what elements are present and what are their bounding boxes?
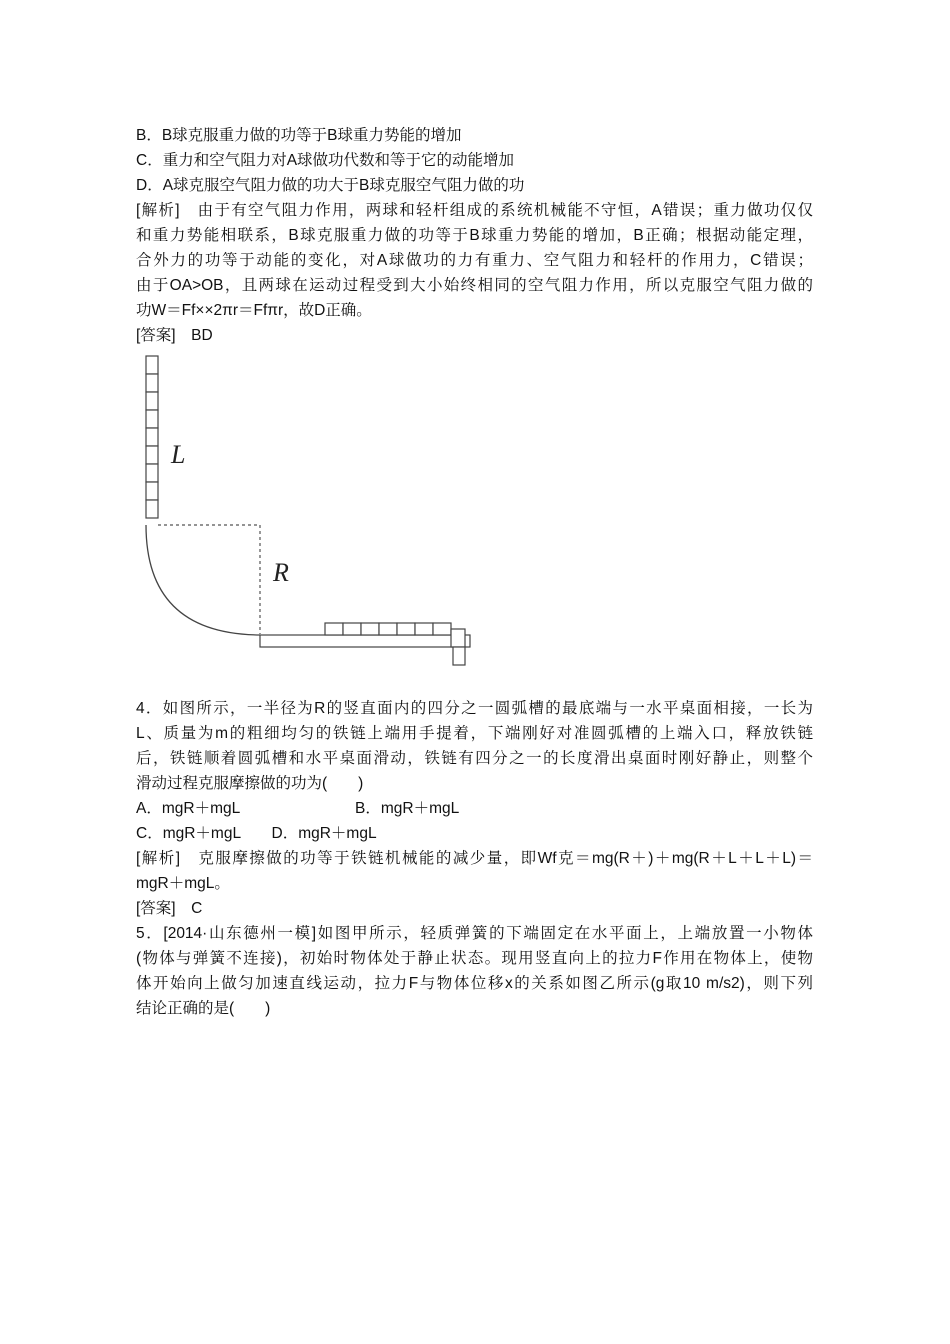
length-label: L [171,440,186,469]
question-4-line-2: L、质量为m的粗细均匀的铁链上端用手提着，下端刚好对准圆弧槽的上端入口，释放铁链 [136,725,813,742]
analysis-line-1: [解析] 由于有空气阻力作用，两球和轻杆组成的系统机械能不守恒，A错误；重力做功仅仅 [136,202,813,219]
chain-arc-figure [120,350,490,670]
question-5-line-2: (物体与弹簧不连接)，初始时物体处于静止状态。现用竖直向上的拉力F作用在物体上，使物 [136,950,813,967]
option-b: B．B球克服重力做的功等于B球重力势能的增加 [136,127,462,144]
question-4-line-4: 滑动过程克服摩擦做的功为( ) [136,775,364,792]
analysis-line-2: 和重力势能相联系，B球克服重力做的功等于B球重力势能的增加，B正确；根据动能定理， [136,227,813,244]
q4-option-cd: C．mgR＋mgL D．mgR＋mgL [136,825,377,842]
analysis-line-5: 功W＝Ff××2πr＝Ffπr，故D正确。 [136,302,372,319]
q4-answer-line: [答案] C [136,900,203,917]
chain-arc-diagram [120,350,490,670]
analysis-line-4: 由于OA>OB，且两球在运动过程受到大小始终相同的空气阻力作用，所以克服空气阻力做的 [136,277,813,294]
question-4-line-3: 后，铁链顺着圆弧槽和水平桌面滑动，铁链有四分之一的长度滑出桌面时刚好静止，则整个 [136,750,813,767]
question-5-line-1: 5．[2014·山东德州一模]如图甲所示，轻质弹簧的下端固定在水平面上，上端放置一小物体 [136,925,813,942]
q4-option-b: B．mgR＋mgL [355,800,460,817]
q4-analysis-line-2: mgR＋mgL。 [136,875,230,892]
option-d: D．A球克服空气阻力做的功大于B球克服空气阻力做的功 [136,177,525,194]
question-5-line-3: 体开始向上做匀加速直线运动，拉力F与物体位移x的关系如图乙所示(g取10 m/s2)，则下列 [136,975,813,992]
answer-line: [答案] BD [136,327,213,344]
analysis-line-3: 合外力的功等于动能的变化，对A球做功的力有重力、空气阻力和轻杆的作用力，C错误； [136,252,813,269]
question-5-line-4: 结论正确的是( ) [136,1000,271,1017]
radius-label: R [273,558,289,587]
q4-option-a: A．mgR＋mgL [136,800,241,817]
option-c: C．重力和空气阻力对A球做功代数和等于它的动能增加 [136,152,515,169]
q4-analysis-line-1: [解析] 克服摩擦做的功等于铁链机械能的减少量，即Wf克＝mg(R＋)＋mg(R＋L＋L＋L)＝ [136,850,813,867]
question-4-line-1: 4．如图所示，一半径为R的竖直面内的四分之一圆弧槽的最底端与一水平桌面相接，一长为 [136,700,813,717]
